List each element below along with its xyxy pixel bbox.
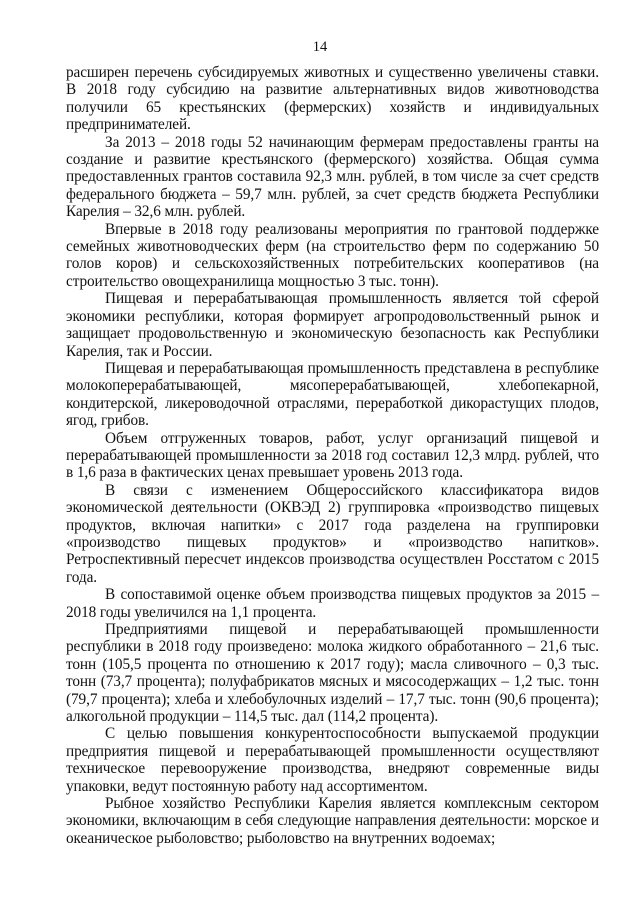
- page-number: 14: [312, 39, 328, 55]
- paragraph-farmer-grants: За 2013 – 2018 годы 52 начинающим фермерам предоставлены гранты на создание и развитие крестьянского (фермерского) хозяйства. Общая сумма предоставленных грантов составила 92,3 млн. рублей, в том числе за счет средств федерального бюджета – 59,7 млн. рублей, за счет средств бюджета Республики Карелия – 32,6 млн. рублей.: [66, 133, 599, 221]
- paragraph-competitiveness: С целью повышения конкурентоспособности выпускаемой продукции предприятия пищевой и перерабатывающей промышленности осуществляют техническое перевооружение производства, внедряют современные виды упаковки, ведут постоянную работу над ассортиментом.: [66, 725, 599, 795]
- paragraph-food-industry-role: Пищевая и перерабатывающая промышленность является той сферой экономики республики, которая формирует агропродовольственный рынок и защищает продовольственную и экономическую безопасность как Республики Карелия, так и России.: [66, 290, 599, 360]
- paragraph-production-output: Предприятиями пищевой и перерабатывающей промышленности республики в 2018 году произведено: молока жидкого обработанного – 21,6 тыс. тонн (105,5 процента по отношению к 2017 году); масла сливочного – 0,3 тыс. тонн (73,7 процента); полуфабрикатов мясных и мясосодержащих – 1,2 тыс. тонн (79,7 процента); хлеба и хлебобулочных изделий – 17,7 тыс. тонн (90,6 процента); алкогольной продукции – 114,5 тыс. дал (114,2 процента).: [66, 621, 599, 726]
- paragraph-shipped-goods: Объем отгруженных товаров, работ, услуг организаций пищевой и перерабатывающей промышленности за 2018 год составил 12,3 млрд. рублей, что в 1,6 раза в фактических ценах превышает уровень 2013 года.: [66, 429, 599, 482]
- paragraph-food-industry-branches: Пищевая и перерабатывающая промышленность представлена в республике молокоперерабатывающей, мясоперерабатывающей, хлебопекарной, кондитерской, ликероводочной отраслями, переработкой дикорастущих плодов, ягод, грибов.: [66, 359, 599, 430]
- paragraph-production-growth: В сопоставимой оценке объем производства пищевых продуктов за 2015 – 2018 годы увеличился на 1,1 процента.: [66, 586, 599, 621]
- paragraph-subsidies-continued: расширен перечень субсидируемых животных и существенно увеличены ставки. В 2018 году субсидию на развитие альтернативных видов животноводства получили 65 крестьянских (фермерских) хозяйств и индивидуальных предпринимателей.: [66, 64, 599, 134]
- paragraph-okved-change: В связи с изменением Общероссийского классификатора видов экономической деятельности (ОКВЭД 2) группировка «производство пищевых продуктов, включая напитки» с 2017 года разделена на группировки «производство пищевых продуктов» и «производство напитков». Ретроспективный пересчет индексов производства осуществлен Росстатом с 2015 года.: [66, 481, 599, 586]
- paragraph-family-farms: Впервые в 2018 году реализованы мероприятия по грантовой поддержке семейных животноводческих ферм (на строительство ферм по содержанию 50 голов коров) и сельскохозяйственных потребительских кооперативов (на строительство овощехранилища мощностью 3 тыс. тонн).: [66, 220, 599, 290]
- document-body: [66, 64, 599, 847]
- paragraph-fisheries: Рыбное хозяйство Республики Карелия является комплексным сектором экономики, включающим в себя следующие направления деятельности: морское и океаническое рыболовство; рыболовство на внутренних водоемах;: [66, 795, 599, 847]
